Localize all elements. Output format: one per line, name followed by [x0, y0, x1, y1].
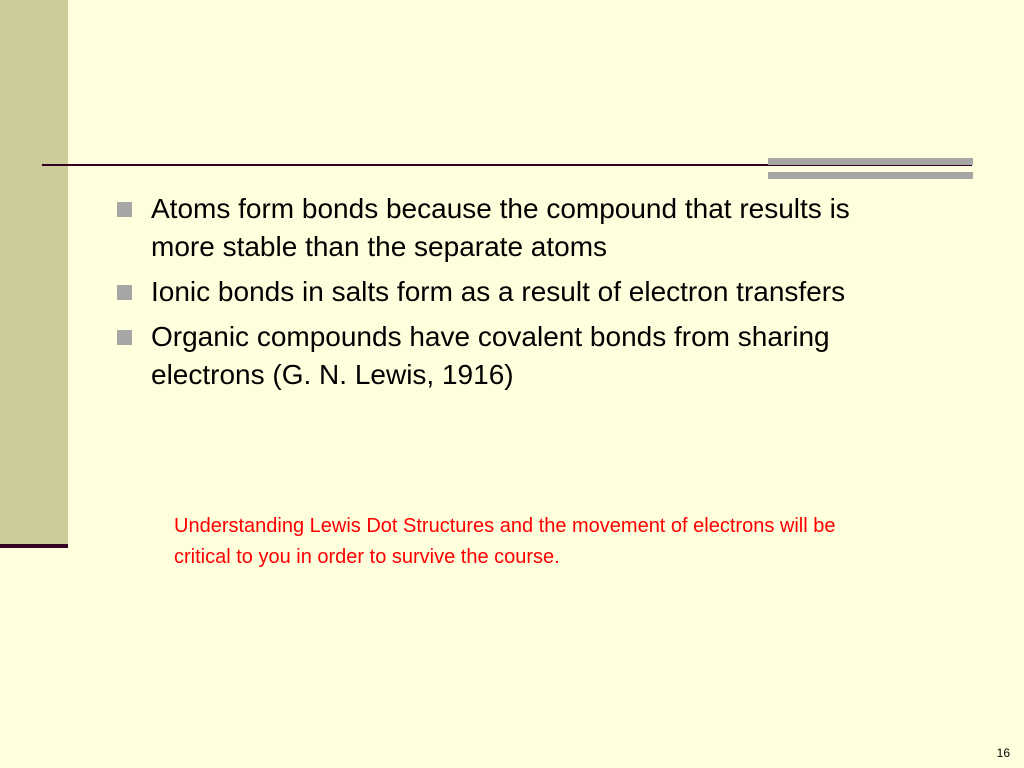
- slide-number: 16: [996, 746, 1010, 760]
- accent-bar-bottom: [768, 172, 973, 179]
- bullet-text: Ionic bonds in salts form as a result of electron transfers: [151, 276, 846, 307]
- bullet-item: [116, 273, 876, 311]
- bullet-text: Atoms form bonds because the compound that results is more stable than the separate atoms: [151, 193, 850, 262]
- square-bullet-icon: [117, 202, 132, 217]
- accent-bar-top: [768, 158, 973, 165]
- bullet-list: [116, 190, 876, 401]
- bullet-item: [116, 190, 876, 266]
- square-bullet-icon: [117, 285, 132, 300]
- square-bullet-icon: [117, 330, 132, 345]
- red-note-text: Understanding Lewis Dot Structures and the movement of electrons will be critical to you in order to survive the course.: [174, 515, 836, 568]
- bullet-item: [116, 318, 876, 394]
- sidebar-base-line: [0, 544, 68, 548]
- bullet-text: Organic compounds have covalent bonds from sharing electrons (G. N. Lewis, 1916): [151, 321, 830, 390]
- left-sidebar-band: [0, 0, 68, 544]
